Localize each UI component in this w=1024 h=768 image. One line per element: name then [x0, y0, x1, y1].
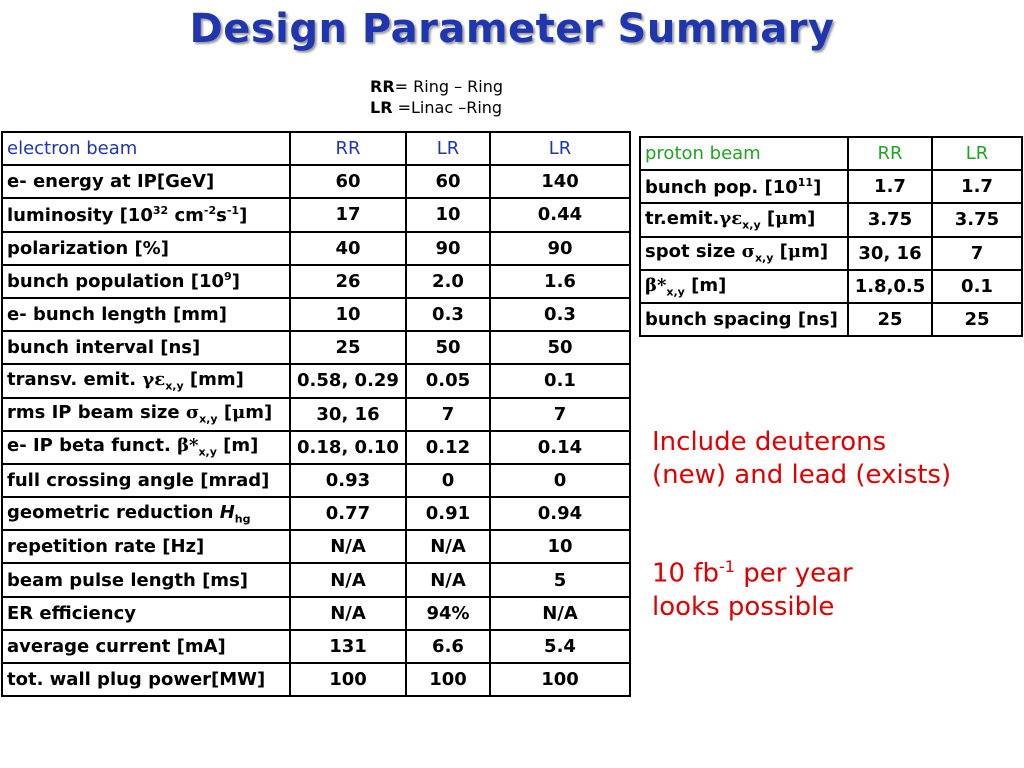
table-row — [640, 237, 1022, 270]
table-row — [2, 464, 630, 497]
cell-value: 1.8,0.5 — [848, 270, 932, 303]
cell-value: N/A — [406, 530, 490, 563]
row-label: ER efficiency — [2, 597, 290, 630]
electron-beam-table — [1, 131, 631, 697]
cell-value: 25 — [290, 331, 406, 364]
row-label: geometric reduction $H_{hg}$ — [2, 497, 290, 530]
table-row — [2, 597, 630, 630]
cell-value: 0.3 — [490, 298, 630, 331]
cell-value: 26 — [290, 265, 406, 298]
row-label: full crossing angle [mrad] — [2, 464, 290, 497]
note-line: (new) and lead (exists) — [652, 460, 952, 490]
cell-value: 0.58, 0.29 — [290, 364, 406, 397]
cell-value: N/A — [290, 597, 406, 630]
column-header: RR — [290, 132, 406, 165]
legend-rr: RR= Ring – Ring — [370, 77, 504, 96]
column-header: LR — [490, 132, 630, 165]
cell-value: 0.93 — [290, 464, 406, 497]
cell-value: 0.05 — [406, 364, 490, 397]
cell-value: 1.6 — [490, 265, 630, 298]
table-row — [640, 170, 1022, 203]
cell-value: 60 — [290, 165, 406, 198]
row-label: transv. emit. $\gamma\varepsilon_{x,y}$ [mm] — [2, 364, 290, 397]
table-row — [2, 198, 630, 231]
cell-value: 0.1 — [932, 270, 1022, 303]
table-row — [640, 303, 1022, 336]
cell-value: 0.12 — [406, 431, 490, 464]
column-header: proton beam — [640, 137, 848, 170]
cell-value: 50 — [490, 331, 630, 364]
row-label: bunch spacing [ns] — [640, 303, 848, 336]
cell-value: 0.77 — [290, 497, 406, 530]
cell-value: 6.6 — [406, 630, 490, 663]
table-row — [2, 331, 630, 364]
column-header: RR — [848, 137, 932, 170]
column-header: LR — [932, 137, 1022, 170]
row-label: $tr.emit.\gamma\varepsilon_{x,y}$ [μm] — [640, 203, 848, 236]
cell-value: 0.44 — [490, 198, 630, 231]
row-label: average current [mA] — [2, 630, 290, 663]
cell-value: N/A — [290, 530, 406, 563]
column-header: LR — [406, 132, 490, 165]
note-line: looks possible — [652, 591, 835, 622]
row-label: bunch interval [ns] — [2, 331, 290, 364]
table-row — [640, 270, 1022, 303]
table-row — [2, 431, 630, 464]
table-row — [2, 232, 630, 265]
cell-value: 90 — [490, 232, 630, 265]
row-label: polarization [%] — [2, 232, 290, 265]
row-label: e- energy at IP[GeV] — [2, 165, 290, 198]
cell-value: 40 — [290, 232, 406, 265]
table-row — [2, 630, 630, 663]
cell-value: 30, 16 — [290, 398, 406, 431]
cell-value: 3.75 — [848, 203, 932, 236]
row-label: bunch population $[10^9]$ — [2, 265, 290, 298]
note-line: 10 $fb^{-1}$ per year — [652, 557, 853, 589]
table-row — [2, 497, 630, 530]
cell-value: 5 — [490, 563, 630, 596]
row-label: repetition rate [Hz] — [2, 530, 290, 563]
cell-value: 0.14 — [490, 431, 630, 464]
note-line: Include deuterons — [652, 427, 887, 457]
cell-value: N/A — [490, 597, 630, 630]
table-row — [2, 298, 630, 331]
note-species — [652, 426, 951, 492]
row-label: rms IP beam size $\sigma_{x,y}$ [μm] — [2, 398, 290, 431]
page-title: Design Parameter Summary — [189, 6, 835, 52]
cell-value: 90 — [406, 232, 490, 265]
row-label: e- bunch length [mm] — [2, 298, 290, 331]
row-label: $\beta*_{x,y}$ [m] — [640, 270, 848, 303]
cell-value: 25 — [932, 303, 1022, 336]
row-label: bunch pop. $[10^{11}]$ — [640, 170, 848, 203]
cell-value: 60 — [406, 165, 490, 198]
table-row — [2, 398, 630, 431]
cell-value: 3.75 — [932, 203, 1022, 236]
table-row — [2, 663, 630, 696]
note-luminosity — [652, 550, 853, 624]
cell-value: 0.91 — [406, 497, 490, 530]
cell-value: 1.7 — [932, 170, 1022, 203]
cell-value: 100 — [406, 663, 490, 696]
cell-value: 0.3 — [406, 298, 490, 331]
cell-value: 2.0 — [406, 265, 490, 298]
cell-value: 0.1 — [490, 364, 630, 397]
cell-value: 7 — [490, 398, 630, 431]
cell-value: 0.94 — [490, 497, 630, 530]
cell-value: 131 — [290, 630, 406, 663]
row-label: beam pulse length [ms] — [2, 563, 290, 596]
cell-value: 5.4 — [490, 630, 630, 663]
table-row — [2, 530, 630, 563]
table-header-row — [2, 132, 630, 165]
cell-value: 94% — [406, 597, 490, 630]
proton-beam-table — [639, 136, 1023, 337]
cell-value: 10 — [406, 198, 490, 231]
cell-value: 25 — [848, 303, 932, 336]
abbreviation-legend — [370, 76, 503, 118]
row-label: luminosity [$10^{32}$ $cm^{-2}s^{-1}$] — [2, 198, 290, 231]
cell-value: 7 — [406, 398, 490, 431]
table-row — [640, 203, 1022, 236]
cell-value: 0 — [490, 464, 630, 497]
table-row — [2, 563, 630, 596]
table-row — [2, 165, 630, 198]
table-header-row — [640, 137, 1022, 170]
table-row — [2, 364, 630, 397]
cell-value: 17 — [290, 198, 406, 231]
cell-value: 140 — [490, 165, 630, 198]
cell-value: 0 — [406, 464, 490, 497]
row-label: spot size $\sigma_{x,y}$ [μm] — [640, 237, 848, 270]
cell-value: N/A — [290, 563, 406, 596]
cell-value: 100 — [490, 663, 630, 696]
cell-value: 30, 16 — [848, 237, 932, 270]
cell-value: 1.7 — [848, 170, 932, 203]
legend-lr: LR =Linac –Ring — [370, 98, 503, 117]
column-header: electron beam — [2, 132, 290, 165]
cell-value: 10 — [490, 530, 630, 563]
cell-value: 10 — [290, 298, 406, 331]
row-label: tot. wall plug power[MW] — [2, 663, 290, 696]
cell-value: 0.18, 0.10 — [290, 431, 406, 464]
cell-value: 7 — [932, 237, 1022, 270]
cell-value: N/A — [406, 563, 490, 596]
row-label: e- IP beta funct. $\beta*_{x,y}$ [m] — [2, 431, 290, 464]
cell-value: 50 — [406, 331, 490, 364]
cell-value: 100 — [290, 663, 406, 696]
table-row — [2, 265, 630, 298]
